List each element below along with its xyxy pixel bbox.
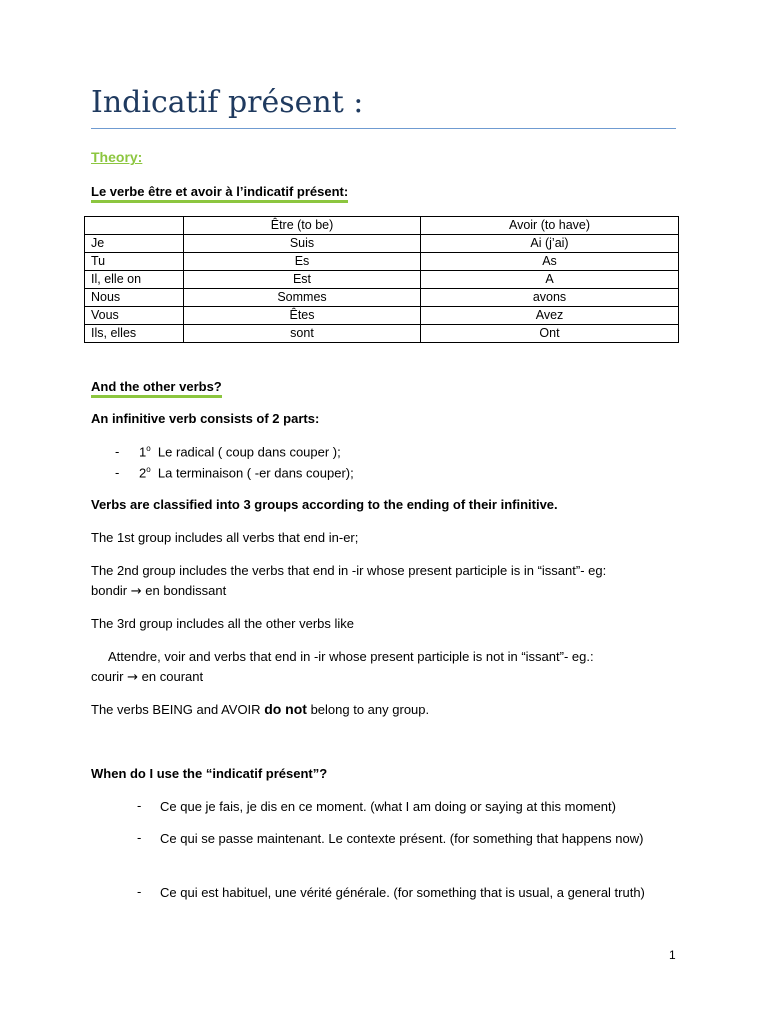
list-item-text: Le radical ( coup dans couper ); — [157, 444, 341, 460]
emphasis-do-not: do not — [264, 701, 307, 717]
table-cell: Êtes — [184, 307, 421, 325]
table-row — [85, 325, 679, 343]
table-cell: Es — [184, 253, 421, 271]
page-title: Indicatif présent : — [91, 85, 364, 120]
group1-paragraph: The 1st group includes all verbs that end in-er; — [91, 530, 359, 545]
list-item: Ce que je fais, je dis en ce moment. (what I am doing or saying at this moment) — [160, 799, 616, 814]
list-bullet: - — [137, 830, 142, 845]
being-avoir-end: belong to any group. — [310, 702, 430, 717]
group2-paragraph — [91, 561, 606, 602]
group2-line1: The 2nd group includes the verbs that end in -ir whose present participle is in “issant”- eg: — [91, 563, 607, 578]
being-avoir-paragraph — [91, 699, 429, 720]
group3-example-verb: courir — [91, 669, 124, 684]
right-arrow-icon: → — [127, 670, 139, 685]
table-cell: Suis — [184, 235, 421, 253]
title-divider — [91, 128, 676, 129]
table-cell: sont — [184, 325, 421, 343]
group2-line2 — [91, 581, 606, 602]
table-row — [85, 235, 679, 253]
table-row — [85, 271, 679, 289]
list-item-text: La terminaison ( -er dans couper); — [157, 465, 354, 481]
group3-example — [91, 647, 594, 688]
list-item — [139, 444, 341, 459]
ordinal-superscript: o — [146, 465, 151, 474]
table-header-cell: Être (to be) — [184, 217, 421, 235]
table-row — [85, 289, 679, 307]
list-bullet: - — [137, 798, 142, 813]
table-header-row — [85, 217, 679, 235]
table-heading-text: Le verbe être et avoir à l’indicatif présent: — [91, 184, 348, 203]
being-avoir-text: The verbs BEING and AVOIR — [91, 702, 261, 717]
table-cell: Ont — [421, 325, 679, 343]
table-cell: Est — [184, 271, 421, 289]
table-cell: A — [421, 271, 679, 289]
table-row — [85, 253, 679, 271]
table-cell: Je — [85, 235, 184, 253]
list-item: Ce qui se passe maintenant. Le contexte présent. (for something that happens now) — [160, 831, 644, 846]
table-header-cell — [85, 217, 184, 235]
table-cell: Nous — [85, 289, 184, 307]
table-row — [85, 307, 679, 325]
group3-example-line1: Attendre, voir and verbs that end in -ir whose present participle is not in “issant”- eg.: — [108, 649, 594, 664]
table-cell: Tu — [85, 253, 184, 271]
other-verbs-heading — [91, 379, 222, 398]
when-heading: When do I use the “indicatif présent”? — [91, 766, 328, 781]
list-bullet: - — [115, 444, 120, 459]
ordinal-superscript: o — [146, 444, 151, 453]
table-cell: Il, elle on — [85, 271, 184, 289]
list-item — [139, 465, 354, 480]
list-item-number: 2 — [139, 465, 147, 481]
groups-heading: Verbs are classified into 3 groups according to the ending of their infinitive. — [91, 497, 558, 512]
other-verbs-heading-text: And the other verbs? — [91, 379, 222, 398]
table-cell: As — [421, 253, 679, 271]
table-cell: Avez — [421, 307, 679, 325]
group3-example-line2 — [91, 667, 594, 688]
list-bullet: - — [137, 884, 142, 899]
conjugation-table — [84, 216, 679, 343]
right-arrow-icon: → — [130, 584, 142, 599]
table-cell: Ils, elles — [85, 325, 184, 343]
table-header-cell: Avoir (to have) — [421, 217, 679, 235]
table-heading — [91, 184, 348, 203]
table-cell: Ai (j’ai) — [421, 235, 679, 253]
group3-example-result: en courant — [141, 669, 204, 684]
list-item-number: 1 — [139, 444, 147, 460]
theory-label: Theory: — [91, 149, 143, 165]
table-cell: Vous — [85, 307, 184, 325]
infinitive-heading: An infinitive verb consists of 2 parts: — [91, 411, 320, 426]
table-cell: avons — [421, 289, 679, 307]
list-bullet: - — [115, 465, 120, 480]
page-number: 1 — [669, 948, 676, 962]
group2-example-verb: bondir — [91, 583, 128, 598]
group3-paragraph: The 3rd group includes all the other verbs like — [91, 616, 355, 631]
list-item: Ce qui est habituel, une vérité générale. (for something that is usual, a general truth) — [160, 885, 645, 900]
table-cell: Sommes — [184, 289, 421, 307]
group2-example-result: en bondissant — [145, 583, 227, 598]
